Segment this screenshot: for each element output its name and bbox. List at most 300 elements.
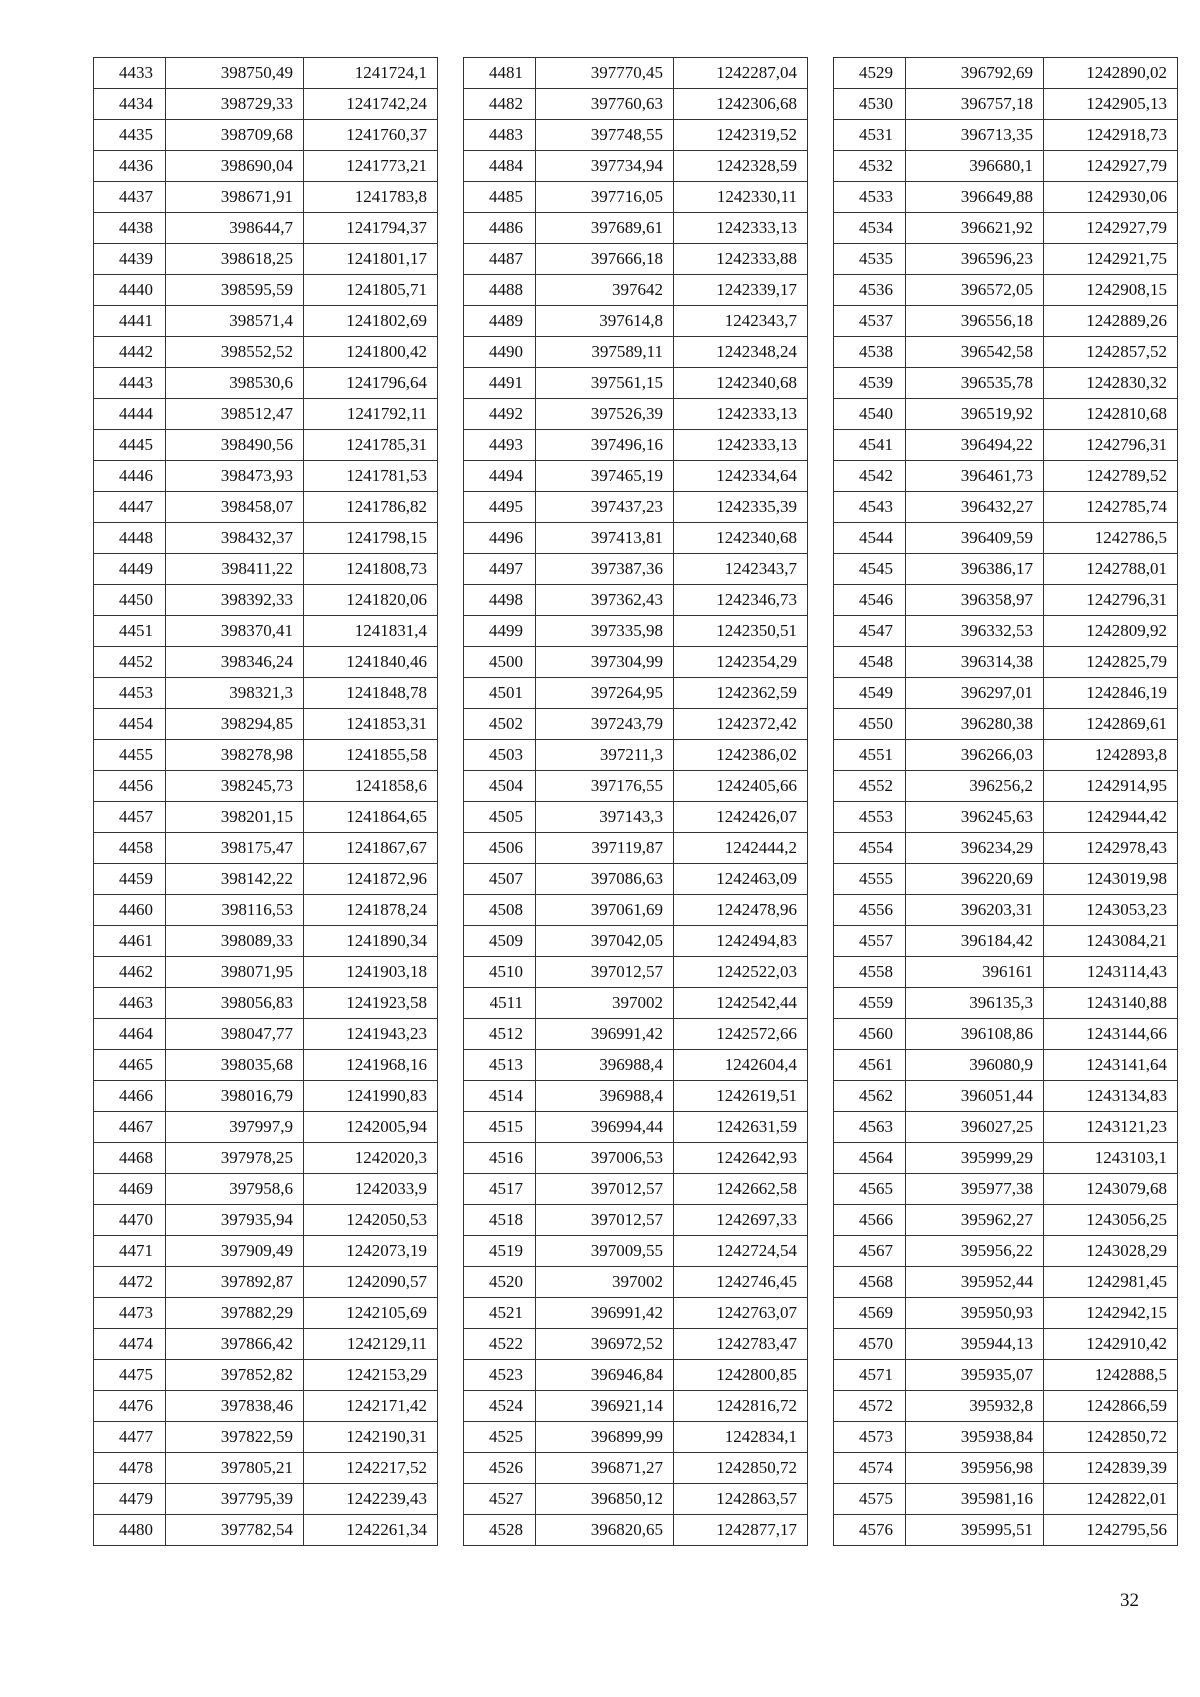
- x-coordinate: 396680,1: [906, 151, 1044, 182]
- y-coordinate: 1241848,78: [304, 678, 438, 709]
- table-row: [94, 1391, 438, 1422]
- y-coordinate: 1242372,42: [674, 709, 808, 740]
- y-coordinate: 1242850,72: [674, 1453, 808, 1484]
- x-coordinate: 397335,98: [536, 616, 674, 647]
- table-row: [94, 554, 438, 585]
- table-row: [94, 616, 438, 647]
- table-row: [94, 647, 438, 678]
- table-row: [834, 1205, 1178, 1236]
- table-row: [464, 151, 808, 182]
- y-coordinate: 1242800,85: [674, 1360, 808, 1391]
- table-row: [834, 1019, 1178, 1050]
- point-number: 4498: [464, 585, 536, 616]
- point-number: 4488: [464, 275, 536, 306]
- x-coordinate: 397496,16: [536, 430, 674, 461]
- y-coordinate: 1242978,43: [1044, 833, 1178, 864]
- point-number: 4576: [834, 1515, 906, 1546]
- y-coordinate: 1241800,42: [304, 337, 438, 368]
- coordinate-table-2: [463, 57, 808, 1546]
- x-coordinate: 398411,22: [166, 554, 304, 585]
- y-coordinate: 1241864,65: [304, 802, 438, 833]
- x-coordinate: 398278,98: [166, 740, 304, 771]
- point-number: 4521: [464, 1298, 536, 1329]
- x-coordinate: 397119,87: [536, 833, 674, 864]
- y-coordinate: 1241831,4: [304, 616, 438, 647]
- y-coordinate: 1242604,4: [674, 1050, 808, 1081]
- table-row: [94, 1019, 438, 1050]
- x-coordinate: 397009,55: [536, 1236, 674, 1267]
- y-coordinate: 1242522,03: [674, 957, 808, 988]
- table-row: [464, 492, 808, 523]
- point-number: 4470: [94, 1205, 166, 1236]
- coordinate-table-3: [833, 57, 1178, 1546]
- x-coordinate: 397061,69: [536, 895, 674, 926]
- table-row: [834, 678, 1178, 709]
- y-coordinate: 1241878,24: [304, 895, 438, 926]
- table-row: [834, 1298, 1178, 1329]
- point-number: 4543: [834, 492, 906, 523]
- point-number: 4569: [834, 1298, 906, 1329]
- point-number: 4524: [464, 1391, 536, 1422]
- point-number: 4451: [94, 616, 166, 647]
- table-row: [94, 58, 438, 89]
- table-row: [94, 1174, 438, 1205]
- point-number: 4442: [94, 337, 166, 368]
- table-row: [94, 1112, 438, 1143]
- x-coordinate: 398729,33: [166, 89, 304, 120]
- y-coordinate: 1241785,31: [304, 430, 438, 461]
- x-coordinate: 397243,79: [536, 709, 674, 740]
- y-coordinate: 1242339,17: [674, 275, 808, 306]
- point-number: 4535: [834, 244, 906, 275]
- table-row: [464, 58, 808, 89]
- x-coordinate: 396991,42: [536, 1298, 674, 1329]
- y-coordinate: 1243103,1: [1044, 1143, 1178, 1174]
- x-coordinate: 398201,15: [166, 802, 304, 833]
- x-coordinate: 396988,4: [536, 1050, 674, 1081]
- table-row: [94, 1515, 438, 1546]
- x-coordinate: 396051,44: [906, 1081, 1044, 1112]
- x-coordinate: 397760,63: [536, 89, 674, 120]
- point-number: 4570: [834, 1329, 906, 1360]
- point-number: 4545: [834, 554, 906, 585]
- table-row: [834, 368, 1178, 399]
- y-coordinate: 1242981,45: [1044, 1267, 1178, 1298]
- y-coordinate: 1242788,01: [1044, 554, 1178, 585]
- table-row: [464, 523, 808, 554]
- x-coordinate: 398432,37: [166, 523, 304, 554]
- y-coordinate: 1242888,5: [1044, 1360, 1178, 1391]
- x-coordinate: 395944,13: [906, 1329, 1044, 1360]
- y-coordinate: 1241858,6: [304, 771, 438, 802]
- x-coordinate: 397689,61: [536, 213, 674, 244]
- y-coordinate: 1242217,52: [304, 1453, 438, 1484]
- x-coordinate: 396256,2: [906, 771, 1044, 802]
- table-row: [464, 678, 808, 709]
- point-number: 4550: [834, 709, 906, 740]
- point-number: 4489: [464, 306, 536, 337]
- point-number: 4462: [94, 957, 166, 988]
- y-coordinate: 1242444,2: [674, 833, 808, 864]
- x-coordinate: 396713,35: [906, 120, 1044, 151]
- point-number: 4572: [834, 1391, 906, 1422]
- table-row: [834, 1391, 1178, 1422]
- y-coordinate: 1241724,1: [304, 58, 438, 89]
- x-coordinate: 396535,78: [906, 368, 1044, 399]
- table-row: [464, 616, 808, 647]
- table-row: [94, 399, 438, 430]
- x-coordinate: 397002: [536, 1267, 674, 1298]
- point-number: 4509: [464, 926, 536, 957]
- y-coordinate: 1242783,47: [674, 1329, 808, 1360]
- x-coordinate: 396234,29: [906, 833, 1044, 864]
- y-coordinate: 1241798,15: [304, 523, 438, 554]
- x-coordinate: 398552,52: [166, 337, 304, 368]
- x-coordinate: 397642: [536, 275, 674, 306]
- y-coordinate: 1242905,13: [1044, 89, 1178, 120]
- point-number: 4452: [94, 647, 166, 678]
- table-row: [464, 399, 808, 430]
- x-coordinate: 396184,42: [906, 926, 1044, 957]
- x-coordinate: 397012,57: [536, 957, 674, 988]
- table-row: [834, 213, 1178, 244]
- x-coordinate: 396135,3: [906, 988, 1044, 1019]
- point-number: 4571: [834, 1360, 906, 1391]
- point-number: 4434: [94, 89, 166, 120]
- table-row: [464, 957, 808, 988]
- y-coordinate: 1241773,21: [304, 151, 438, 182]
- x-coordinate: 397437,23: [536, 492, 674, 523]
- y-coordinate: 1242866,59: [1044, 1391, 1178, 1422]
- point-number: 4529: [834, 58, 906, 89]
- table-row: [94, 678, 438, 709]
- y-coordinate: 1242333,88: [674, 244, 808, 275]
- table-row: [464, 740, 808, 771]
- x-coordinate: 396386,17: [906, 554, 1044, 585]
- table-row: [464, 213, 808, 244]
- table-row: [834, 399, 1178, 430]
- x-coordinate: 395995,51: [906, 1515, 1044, 1546]
- y-coordinate: 1242190,31: [304, 1422, 438, 1453]
- table-row: [94, 1205, 438, 1236]
- x-coordinate: 397387,36: [536, 554, 674, 585]
- table-row: [94, 1267, 438, 1298]
- point-number: 4503: [464, 740, 536, 771]
- point-number: 4456: [94, 771, 166, 802]
- x-coordinate: 398321,3: [166, 678, 304, 709]
- x-coordinate: 397822,59: [166, 1422, 304, 1453]
- y-coordinate: 1241796,64: [304, 368, 438, 399]
- x-coordinate: 398294,85: [166, 709, 304, 740]
- point-number: 4546: [834, 585, 906, 616]
- point-number: 4540: [834, 399, 906, 430]
- y-coordinate: 1242889,26: [1044, 306, 1178, 337]
- y-coordinate: 1242846,19: [1044, 678, 1178, 709]
- y-coordinate: 1242330,11: [674, 182, 808, 213]
- table-row: [464, 988, 808, 1019]
- y-coordinate: 1241781,53: [304, 461, 438, 492]
- point-number: 4484: [464, 151, 536, 182]
- point-number: 4494: [464, 461, 536, 492]
- table-row: [464, 554, 808, 585]
- point-number: 4477: [94, 1422, 166, 1453]
- y-coordinate: 1242478,96: [674, 895, 808, 926]
- x-coordinate: 397006,53: [536, 1143, 674, 1174]
- table-row: [834, 492, 1178, 523]
- y-coordinate: 1242816,72: [674, 1391, 808, 1422]
- x-coordinate: 396572,05: [906, 275, 1044, 306]
- y-coordinate: 1242662,58: [674, 1174, 808, 1205]
- point-number: 4510: [464, 957, 536, 988]
- y-coordinate: 1243028,29: [1044, 1236, 1178, 1267]
- y-coordinate: 1242333,13: [674, 213, 808, 244]
- x-coordinate: 398644,7: [166, 213, 304, 244]
- y-coordinate: 1241923,58: [304, 988, 438, 1019]
- table-row: [94, 1081, 438, 1112]
- point-number: 4504: [464, 771, 536, 802]
- y-coordinate: 1242386,02: [674, 740, 808, 771]
- table-row: [464, 1391, 808, 1422]
- y-coordinate: 1242328,59: [674, 151, 808, 182]
- x-coordinate: 395938,84: [906, 1422, 1044, 1453]
- point-number: 4557: [834, 926, 906, 957]
- point-number: 4559: [834, 988, 906, 1019]
- point-number: 4497: [464, 554, 536, 585]
- table-row: [834, 1050, 1178, 1081]
- table-row: [464, 1422, 808, 1453]
- y-coordinate: 1242930,06: [1044, 182, 1178, 213]
- y-coordinate: 1242426,07: [674, 802, 808, 833]
- y-coordinate: 1241990,83: [304, 1081, 438, 1112]
- y-coordinate: 1242090,57: [304, 1267, 438, 1298]
- point-number: 4573: [834, 1422, 906, 1453]
- x-coordinate: 396899,99: [536, 1422, 674, 1453]
- y-coordinate: 1242785,74: [1044, 492, 1178, 523]
- point-number: 4507: [464, 864, 536, 895]
- point-number: 4467: [94, 1112, 166, 1143]
- x-coordinate: 396820,65: [536, 1515, 674, 1546]
- x-coordinate: 397413,81: [536, 523, 674, 554]
- y-coordinate: 1242073,19: [304, 1236, 438, 1267]
- table-row: [834, 988, 1178, 1019]
- y-coordinate: 1242786,5: [1044, 523, 1178, 554]
- table-row: [834, 709, 1178, 740]
- x-coordinate: 398595,59: [166, 275, 304, 306]
- x-coordinate: 398056,83: [166, 988, 304, 1019]
- x-coordinate: 396792,69: [906, 58, 1044, 89]
- x-coordinate: 397176,55: [536, 771, 674, 802]
- table-row: [834, 461, 1178, 492]
- x-coordinate: 396409,59: [906, 523, 1044, 554]
- table-row: [834, 585, 1178, 616]
- point-number: 4473: [94, 1298, 166, 1329]
- y-coordinate: 1242463,09: [674, 864, 808, 895]
- point-number: 4448: [94, 523, 166, 554]
- point-number: 4516: [464, 1143, 536, 1174]
- x-coordinate: 396596,23: [906, 244, 1044, 275]
- point-number: 4560: [834, 1019, 906, 1050]
- y-coordinate: 1242619,51: [674, 1081, 808, 1112]
- table-row: [464, 244, 808, 275]
- y-coordinate: 1243121,23: [1044, 1112, 1178, 1143]
- y-coordinate: 1242857,52: [1044, 337, 1178, 368]
- x-coordinate: 396649,88: [906, 182, 1044, 213]
- y-coordinate: 1242362,59: [674, 678, 808, 709]
- y-coordinate: 1242333,13: [674, 430, 808, 461]
- x-coordinate: 395981,16: [906, 1484, 1044, 1515]
- y-coordinate: 1242908,15: [1044, 275, 1178, 306]
- x-coordinate: 397782,54: [166, 1515, 304, 1546]
- point-number: 4443: [94, 368, 166, 399]
- table-row: [464, 1019, 808, 1050]
- point-number: 4433: [94, 58, 166, 89]
- point-number: 4491: [464, 368, 536, 399]
- y-coordinate: 1241903,18: [304, 957, 438, 988]
- x-coordinate: 398142,22: [166, 864, 304, 895]
- point-number: 4464: [94, 1019, 166, 1050]
- point-number: 4508: [464, 895, 536, 926]
- y-coordinate: 1242877,17: [674, 1515, 808, 1546]
- x-coordinate: 396203,31: [906, 895, 1044, 926]
- x-coordinate: 397909,49: [166, 1236, 304, 1267]
- y-coordinate: 1242642,93: [674, 1143, 808, 1174]
- table-row: [464, 1453, 808, 1484]
- x-coordinate: 395950,93: [906, 1298, 1044, 1329]
- table-row: [94, 213, 438, 244]
- point-number: 4522: [464, 1329, 536, 1360]
- table-row: [464, 895, 808, 926]
- x-coordinate: 396314,38: [906, 647, 1044, 678]
- y-coordinate: 1242822,01: [1044, 1484, 1178, 1515]
- table-row: [94, 926, 438, 957]
- point-number: 4440: [94, 275, 166, 306]
- table-row: [94, 120, 438, 151]
- table-row: [464, 585, 808, 616]
- x-coordinate: 397748,55: [536, 120, 674, 151]
- table-row: [464, 1515, 808, 1546]
- table-row: [834, 1422, 1178, 1453]
- point-number: 4531: [834, 120, 906, 151]
- table-row: [464, 1143, 808, 1174]
- point-number: 4568: [834, 1267, 906, 1298]
- table-row: [94, 1236, 438, 1267]
- y-coordinate: 1242340,68: [674, 523, 808, 554]
- y-coordinate: 1242261,34: [304, 1515, 438, 1546]
- x-coordinate: 395952,44: [906, 1267, 1044, 1298]
- point-number: 4562: [834, 1081, 906, 1112]
- y-coordinate: 1242005,94: [304, 1112, 438, 1143]
- y-coordinate: 1242306,68: [674, 89, 808, 120]
- table-row: [94, 1484, 438, 1515]
- table-row: [94, 337, 438, 368]
- y-coordinate: 1242810,68: [1044, 399, 1178, 430]
- x-coordinate: 397958,6: [166, 1174, 304, 1205]
- point-number: 4492: [464, 399, 536, 430]
- y-coordinate: 1241840,46: [304, 647, 438, 678]
- point-number: 4519: [464, 1236, 536, 1267]
- table-row: [464, 182, 808, 213]
- table-row: [834, 182, 1178, 213]
- y-coordinate: 1241802,69: [304, 306, 438, 337]
- table-row: [464, 1174, 808, 1205]
- point-number: 4530: [834, 89, 906, 120]
- point-number: 4478: [94, 1453, 166, 1484]
- point-number: 4476: [94, 1391, 166, 1422]
- x-coordinate: 397716,05: [536, 182, 674, 213]
- y-coordinate: 1241786,82: [304, 492, 438, 523]
- point-number: 4475: [94, 1360, 166, 1391]
- point-number: 4551: [834, 740, 906, 771]
- table-row: [834, 1329, 1178, 1360]
- point-number: 4460: [94, 895, 166, 926]
- table-row: [464, 1360, 808, 1391]
- y-coordinate: 1242494,83: [674, 926, 808, 957]
- x-coordinate: 396991,42: [536, 1019, 674, 1050]
- x-coordinate: 396621,92: [906, 213, 1044, 244]
- x-coordinate: 397770,45: [536, 58, 674, 89]
- x-coordinate: 398458,07: [166, 492, 304, 523]
- point-number: 4511: [464, 988, 536, 1019]
- point-number: 4485: [464, 182, 536, 213]
- x-coordinate: 396871,27: [536, 1453, 674, 1484]
- table-row: [94, 461, 438, 492]
- point-number: 4447: [94, 492, 166, 523]
- x-coordinate: 397264,95: [536, 678, 674, 709]
- point-number: 4435: [94, 120, 166, 151]
- table-row: [94, 182, 438, 213]
- y-coordinate: 1243114,43: [1044, 957, 1178, 988]
- point-number: 4558: [834, 957, 906, 988]
- point-number: 4500: [464, 647, 536, 678]
- y-coordinate: 1242914,95: [1044, 771, 1178, 802]
- table-row: [834, 771, 1178, 802]
- y-coordinate: 1242834,1: [674, 1422, 808, 1453]
- point-number: 4515: [464, 1112, 536, 1143]
- x-coordinate: 398709,68: [166, 120, 304, 151]
- point-number: 4496: [464, 523, 536, 554]
- y-coordinate: 1241943,23: [304, 1019, 438, 1050]
- point-number: 4481: [464, 58, 536, 89]
- table-row: [834, 1515, 1178, 1546]
- x-coordinate: 398671,91: [166, 182, 304, 213]
- y-coordinate: 1243141,64: [1044, 1050, 1178, 1081]
- y-coordinate: 1242153,29: [304, 1360, 438, 1391]
- point-number: 4526: [464, 1453, 536, 1484]
- point-number: 4542: [834, 461, 906, 492]
- point-number: 4553: [834, 802, 906, 833]
- point-number: 4457: [94, 802, 166, 833]
- x-coordinate: 398392,33: [166, 585, 304, 616]
- table-row: [834, 1112, 1178, 1143]
- y-coordinate: 1242863,57: [674, 1484, 808, 1515]
- table-row: [94, 430, 438, 461]
- table-row: [94, 368, 438, 399]
- table-row: [94, 771, 438, 802]
- table-row: [834, 89, 1178, 120]
- x-coordinate: 397935,94: [166, 1205, 304, 1236]
- table-row: [464, 1112, 808, 1143]
- point-number: 4564: [834, 1143, 906, 1174]
- point-number: 4548: [834, 647, 906, 678]
- point-number: 4525: [464, 1422, 536, 1453]
- x-coordinate: 398035,68: [166, 1050, 304, 1081]
- point-number: 4523: [464, 1360, 536, 1391]
- y-coordinate: 1242796,31: [1044, 585, 1178, 616]
- y-coordinate: 1242343,7: [674, 306, 808, 337]
- table-row: [464, 1236, 808, 1267]
- point-number: 4490: [464, 337, 536, 368]
- point-number: 4505: [464, 802, 536, 833]
